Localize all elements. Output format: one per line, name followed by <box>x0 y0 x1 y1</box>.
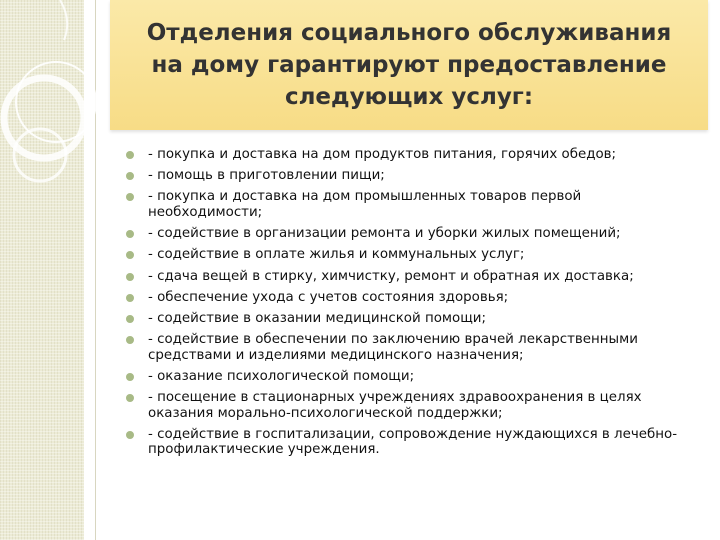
list-item <box>126 369 696 385</box>
list-item-text: - содействие в оплате жилья и коммунальных услуг; <box>148 247 525 263</box>
list-item-text: - сдача вещей в стирку, химчистку, ремонт и обратная их доставка; <box>148 268 634 284</box>
bullet-icon <box>126 315 134 323</box>
services-list <box>126 147 696 464</box>
list-item <box>126 189 696 220</box>
bullet-icon <box>126 230 134 238</box>
list-item <box>126 226 696 242</box>
list-item-text: - оказание психологической помощи; <box>148 368 415 384</box>
list-item <box>126 290 696 306</box>
list-item <box>126 390 696 421</box>
bullet-icon <box>126 373 134 381</box>
list-item <box>126 332 696 363</box>
bullet-icon <box>126 172 134 180</box>
list-item <box>126 269 696 285</box>
list-item-text: - покупка и доставка на дом продуктов питания, горячих обедов; <box>148 147 617 162</box>
bullet-icon <box>126 294 134 302</box>
bullet-icon <box>126 336 134 344</box>
list-item <box>126 168 696 184</box>
bullet-icon <box>126 251 134 259</box>
list-item-text: - содействие в оказании медицинской помощи; <box>148 310 487 326</box>
title-banner <box>110 0 708 130</box>
list-item <box>126 147 696 163</box>
bullet-icon <box>126 151 134 159</box>
list-item-text: - посещение в стационарных учреждениях здравоохранения в целях оказания морально-психологической поддержки; <box>148 390 642 421</box>
list-item <box>126 311 696 327</box>
bullet-icon <box>126 273 134 281</box>
bullet-icon <box>126 431 134 439</box>
bullet-icon <box>126 193 134 201</box>
list-item-text: - обеспечение ухода с учетов состояния здоровья; <box>148 289 509 305</box>
list-item-text: - помощь в приготовлении пищи; <box>148 168 385 184</box>
list-item-text: - содействие в обеспечении по заключению врачей лекарственными средствами и изделиями медицинского назначения; <box>148 332 638 363</box>
bullet-icon <box>126 394 134 402</box>
list-item <box>126 427 696 458</box>
slide-title: Отделения социального обслуживания на дому гарантируют предоставление следующих услуг: <box>146 20 672 110</box>
list-item-text: - содействие в госпитализации, сопровождение нуждающихся в лечебно-профилактические учреждения. <box>148 426 678 458</box>
list-item-text: - покупка и доставка на дом промышленных товаров первой необходимости; <box>148 189 582 220</box>
list-item-text: - содействие в организации ремонта и уборки жилых помещений; <box>148 226 621 242</box>
list-item <box>126 247 696 263</box>
